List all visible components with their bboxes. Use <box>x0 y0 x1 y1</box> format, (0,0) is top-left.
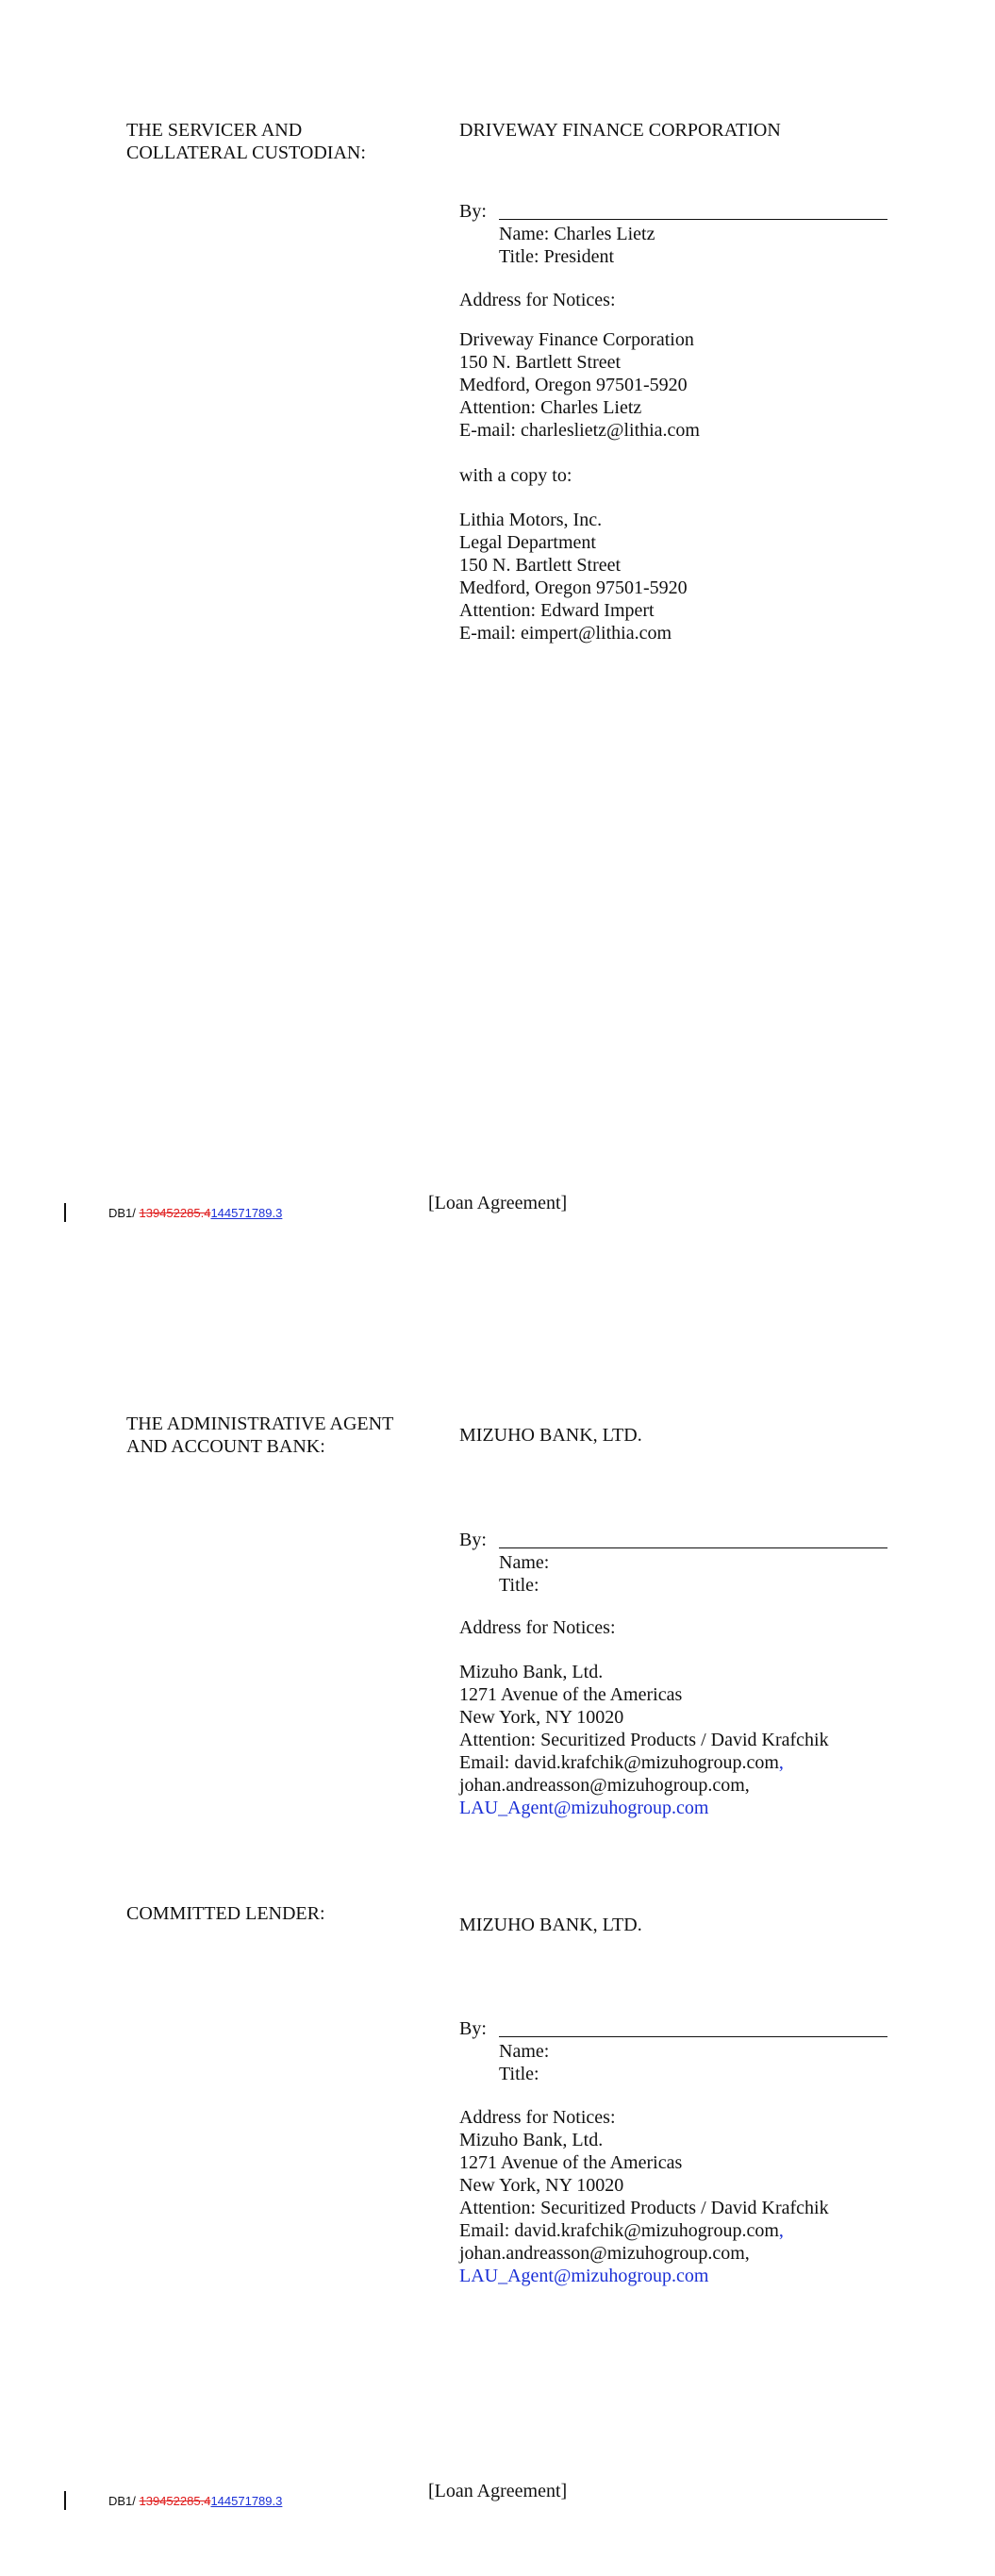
servicer-entity-name: DRIVEWAY FINANCE CORPORATION <box>459 120 781 141</box>
deleted-doc-id: 139452285.4 <box>139 2494 211 2508</box>
email-line-2: johan.andreasson@mizuhogroup.com, <box>459 2243 750 2264</box>
lender-label: COMMITTED LENDER: <box>126 1903 325 1924</box>
inserted-doc-id: 144571789.3 <box>210 2494 283 2508</box>
lender-address-block <box>459 2129 829 2287</box>
address-line: Lithia Motors, Inc. <box>459 510 603 530</box>
address-line: New York, NY 10020 <box>459 1707 624 1728</box>
address-line: New York, NY 10020 <box>459 2175 624 2196</box>
servicer-by-label: By: <box>459 201 487 222</box>
agent-name-label: Name: <box>499 1552 550 1573</box>
agent-title-label: Title: <box>499 1575 539 1596</box>
doc-id-prefix: DB1/ <box>108 1206 140 1220</box>
attention-line: Attention: Securitized Products / David Krafchik <box>459 1730 829 1750</box>
address-line: 150 N. Bartlett Street <box>459 555 622 576</box>
servicer-notices-heading: Address for Notices: <box>459 290 616 310</box>
attention-line: Attention: Securitized Products / David Krafchik <box>459 2198 829 2218</box>
email-line-3: LAU_Agent@mizuhogroup.com <box>459 1798 709 1818</box>
address-line: Driveway Finance Corporation <box>459 329 694 350</box>
doc-id-footer <box>108 2494 282 2509</box>
servicer-title-line: Title: President <box>499 246 615 267</box>
doc-id-footer <box>108 1206 282 1221</box>
revision-bar <box>64 2491 66 2510</box>
agent-entity-name: MIZUHO BANK, LTD. <box>459 1425 642 1446</box>
address-line: Medford, Oregon 97501-5920 <box>459 375 688 395</box>
agent-label-line2: AND ACCOUNT BANK: <box>126 1436 325 1457</box>
email-line <box>459 1751 829 1774</box>
lender-signature-line <box>499 2036 887 2037</box>
agent-signature-line <box>499 1547 887 1548</box>
agent-address-block <box>459 1661 829 1819</box>
servicer-signature-line <box>499 219 887 220</box>
footer-caption: [Loan Agreement] <box>428 1193 568 1213</box>
lender-notices-heading: Address for Notices: <box>459 2107 616 2128</box>
address-line: 1271 Avenue of the Americas <box>459 1684 683 1705</box>
email-text: Email: david.krafchik@mizuhogroup.com <box>459 1752 779 1773</box>
address-line: Mizuho Bank, Ltd. <box>459 2130 604 2150</box>
email-text: Email: david.krafchik@mizuhogroup.com <box>459 2220 779 2241</box>
footer-caption: [Loan Agreement] <box>428 2481 568 2501</box>
copy-address-block <box>459 509 688 644</box>
deleted-doc-id: 139452285.4 <box>139 1206 211 1220</box>
address-line: 150 N. Bartlett Street <box>459 352 622 373</box>
servicer-label-line1: THE SERVICER AND <box>126 120 303 141</box>
email-line: E-mail: charleslietz@lithia.com <box>459 420 700 441</box>
agent-notices-heading: Address for Notices: <box>459 1617 616 1638</box>
lender-by-label: By: <box>459 2018 487 2039</box>
email-line: E-mail: eimpert@lithia.com <box>459 623 672 644</box>
address-line: 1271 Avenue of the Americas <box>459 2152 683 2173</box>
address-line: Mizuho Bank, Ltd. <box>459 1662 604 1682</box>
doc-id-prefix: DB1/ <box>108 2494 140 2508</box>
email-line-3: LAU_Agent@mizuhogroup.com <box>459 2266 709 2286</box>
lender-title-label: Title: <box>499 2064 539 2084</box>
address-line: Medford, Oregon 97501-5920 <box>459 577 688 598</box>
address-line: Legal Department <box>459 532 596 553</box>
address-line: Attention: Charles Lietz <box>459 397 642 418</box>
inserted-doc-id: 144571789.3 <box>210 1206 283 1220</box>
revision-bar <box>64 1203 66 1222</box>
inserted-comma: , <box>778 1752 784 1773</box>
lender-entity-name: MIZUHO BANK, LTD. <box>459 1915 642 1935</box>
servicer-address-block <box>459 328 700 442</box>
email-line <box>459 2219 829 2242</box>
address-line: Attention: Edward Impert <box>459 600 655 621</box>
copy-to-heading: with a copy to: <box>459 465 572 486</box>
servicer-name-line: Name: Charles Lietz <box>499 224 655 244</box>
servicer-label-line2: COLLATERAL CUSTODIAN: <box>126 142 366 163</box>
inserted-comma: , <box>778 2220 784 2241</box>
agent-by-label: By: <box>459 1530 487 1550</box>
lender-name-label: Name: <box>499 2041 550 2062</box>
email-line-2: johan.andreasson@mizuhogroup.com, <box>459 1775 750 1796</box>
agent-label-line1: THE ADMINISTRATIVE AGENT <box>126 1413 394 1434</box>
